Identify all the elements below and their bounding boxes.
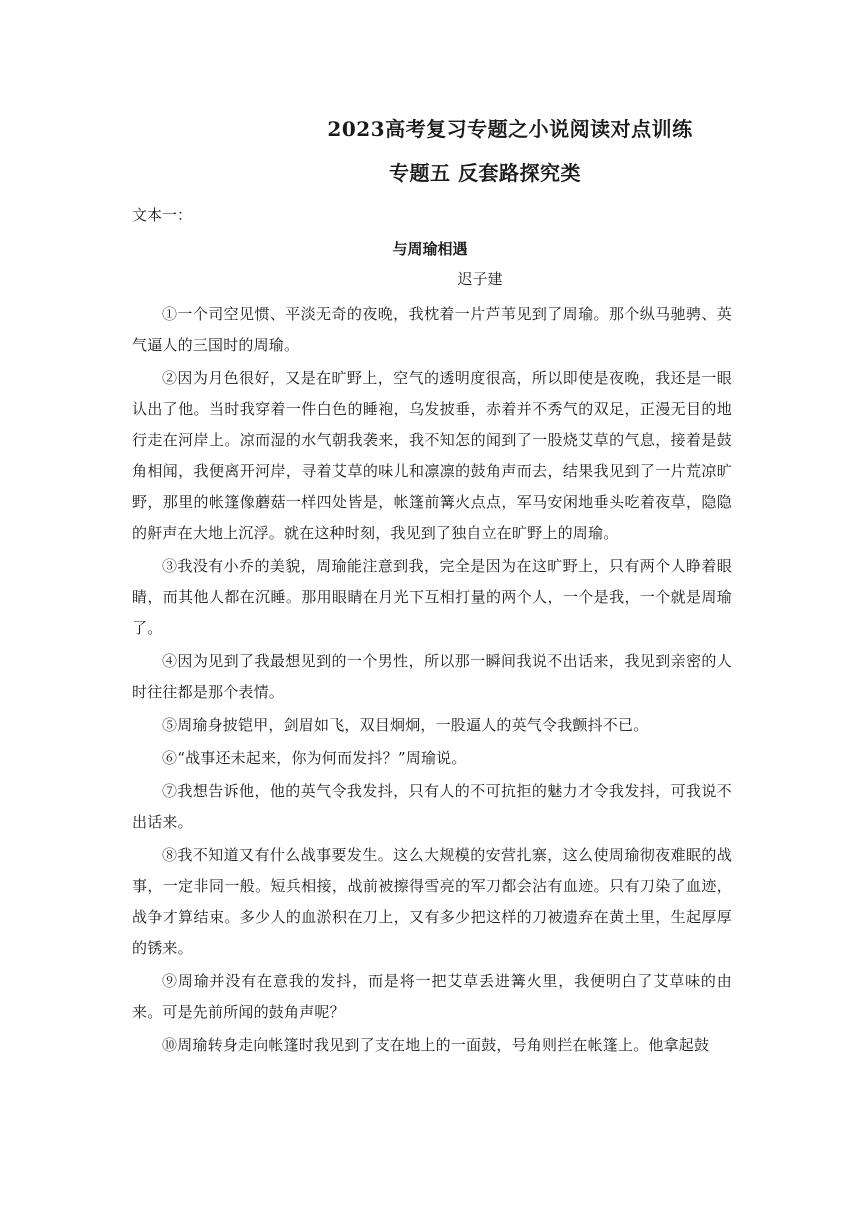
paragraph-10: ⑩周瑜转身走向帐篷时我见到了支在地上的一面鼓，号角则拦在帐篷上。他拿起鼓: [162, 1036, 710, 1054]
document-subtitle: 专题五 反套路探究类: [389, 161, 581, 185]
story-body: [132, 299, 732, 1063]
paragraph-1: ①一个司空见惯、平淡无奇的夜晚，我枕着一片芦苇见到了周瑜。那个纵马驰骋、英气逼人的三国时的周瑜。: [132, 305, 732, 354]
story-title: 与周瑜相遇: [392, 240, 468, 258]
paragraph-2: ②因为月色很好，又是在旷野上，空气的透明度很高，所以即使是夜晚，我还是一眼认出了他。当时我穿着一件白色的睡袍，乌发披垂，赤着并不秀气的双足，正漫无目的地行走在河岸上。凉而湿的水气朝我袭来，我不知怎的闻到了一股烧艾草的气息，接着是鼓角相闻，我便离开河岸，寻着艾草的味儿和凛凛的鼓角声而去，结果我见到了一片荒凉旷野，那里的帐篷像蘑菇一样四处皆是，帐篷前篝火点点，军马安闲地垂头吃着夜草，隐隐的鼾声在大地上沉浮。就在这种时刻，我见到了独自立在旷野上的周瑜。: [132, 369, 732, 542]
paragraph-7: ⑦我想告诉他，他的英气令我发抖，只有人的不可抗拒的魅力才令我发抖，可我说不出话来。: [132, 782, 732, 831]
story-author: 迟子建: [457, 270, 503, 288]
paragraph-5: ⑤周瑜身披铠甲，剑眉如飞，双目炯炯，一股逼人的英气令我颤抖不已。: [162, 716, 649, 734]
section-label: 文本一：: [132, 206, 193, 224]
paragraph-9: ⑨周瑜并没有在意我的发抖，而是将一把艾草丢进篝火里，我便明白了艾草味的由来。可是先前所闻的鼓角声呢？: [132, 972, 732, 1021]
paragraph-3: ③我没有小乔的美貌，周瑜能注意到我，完全是因为在这旷野上，只有两个人睁着眼睛，而其他人都在沉睡。那用眼睛在月光下互相打量的两个人，一个是我，一个就是周瑜了。: [132, 557, 732, 637]
paragraph-6: ⑥“战事还未起来，你为何而发抖？”周瑜说。: [162, 749, 467, 767]
paragraph-8: ⑧我不知道又有什么战事要发生。这么大规模的安营扎寨，这么使周瑜彻夜难眠的战事，一定非同一般。短兵相接，战前被擦得雪亮的军刀都会沾有血迹。只有刀染了血迹，战争才算结束。多少人的血淤积在刀上，又有多少把这样的刀被遗弃在黄土里，生起厚厚的锈来。: [132, 846, 732, 957]
document-title: 2023高考复习专题之小说阅读对点训练: [327, 117, 693, 141]
paragraph-4: ④因为见到了我最想见到的一个男性，所以那一瞬间我说不出话来，我见到亲密的人时往往都是那个表情。: [132, 652, 732, 701]
